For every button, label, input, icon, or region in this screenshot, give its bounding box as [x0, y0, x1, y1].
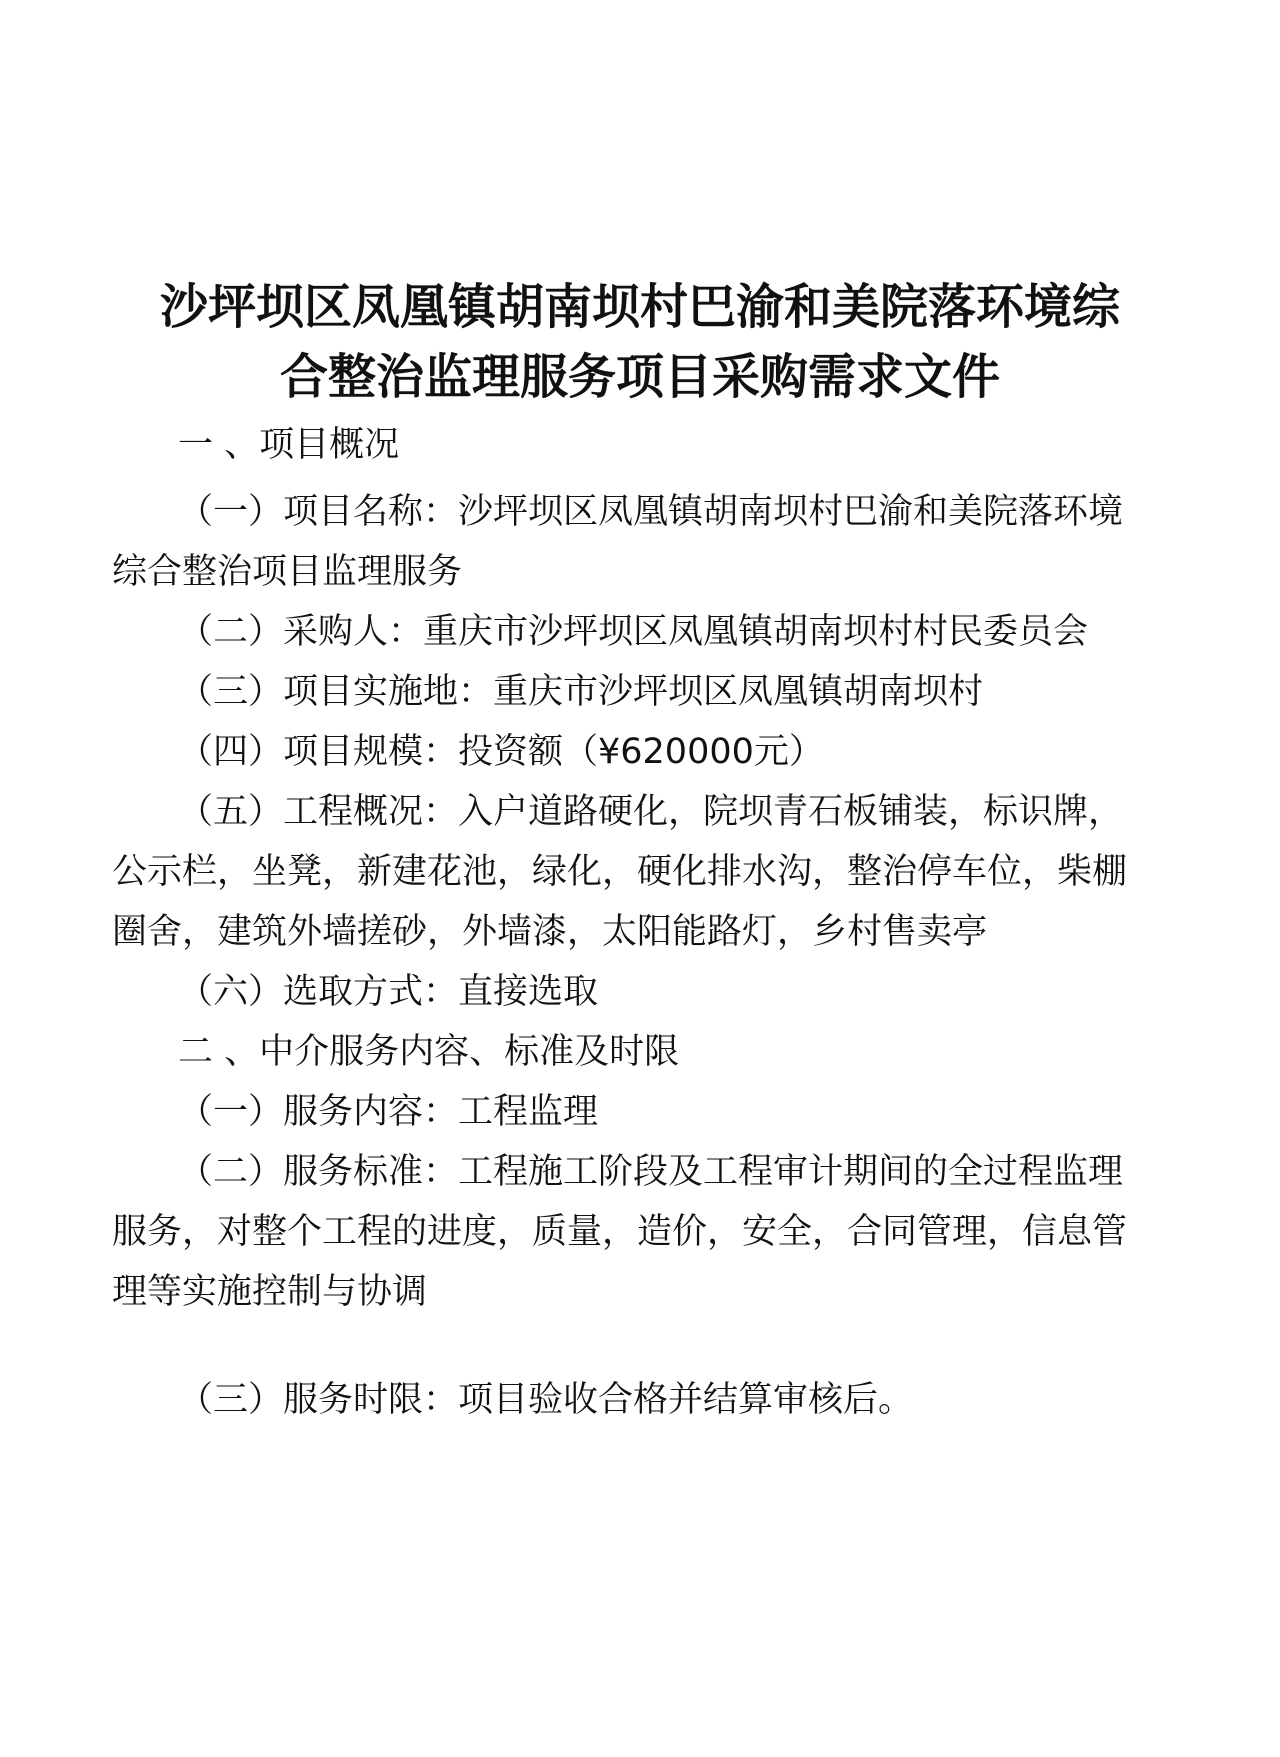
item-project-name-line-1: （一）项目名称：沙坪坝区凤凰镇胡南坝村巴渝和美院落环境	[178, 492, 1124, 532]
item-service-standard-line-3: 理等实施控制与协调	[112, 1272, 428, 1312]
item-overview-line-1: （五）工程概况：入户道路硬化，院坝青石板铺装，标识牌，	[178, 792, 1124, 832]
item-service-time-limit: （三）服务时限：项目验收合格并结算审核后。	[178, 1380, 914, 1420]
item-purchaser: （二）采购人：重庆市沙坪坝区凤凰镇胡南坝村村民委员会	[178, 612, 1089, 652]
title-line-2: 合整治监理服务项目采购需求文件	[279, 349, 1000, 405]
item-location: （三）项目实施地：重庆市沙坪坝区凤凰镇胡南坝村	[178, 672, 984, 712]
item-service-standard-line-1: （二）服务标准：工程施工阶段及工程审计期间的全过程监理	[178, 1152, 1124, 1192]
item-project-name-line-2: 综合整治项目监理服务	[112, 552, 463, 592]
item-overview-line-3: 圈舍，建筑外墙搓砂，外墙漆，太阳能路灯，乡村售卖亭	[112, 912, 988, 952]
item-service-content: （一）服务内容：工程监理	[178, 1092, 599, 1132]
item-selection-method: （六）选取方式：直接选取	[178, 972, 599, 1012]
title-line-1: 沙坪坝区凤凰镇胡南坝村巴渝和美院落环境综	[159, 279, 1120, 335]
section-1-heading: 一 、项目概况	[178, 425, 400, 465]
item-overview-line-2: 公示栏，坐凳，新建花池，绿化，硬化排水沟，整治停车位，柴棚	[112, 852, 1128, 892]
document-title	[100, 272, 1180, 412]
item-service-standard-line-2: 服务，对整个工程的进度，质量，造价，安全，合同管理，信息管	[112, 1212, 1128, 1252]
section-2-heading: 二 、中介服务内容、标准及时限	[178, 1032, 680, 1072]
item-scale: （四）项目规模：投资额（¥620000元）	[178, 732, 824, 772]
